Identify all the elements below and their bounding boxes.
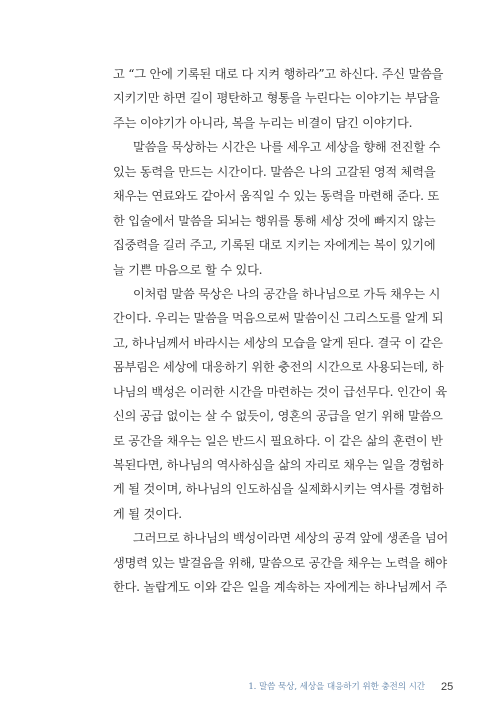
- text-line: 말씀을 묵상하는 시간은 나를 세우고 세상을 향해 전진할 수: [133, 140, 441, 155]
- text-line: 복된다면, 하나님의 역사하심을 삶의 자리로 채우는 일을 경험하: [113, 458, 444, 472]
- text-line: 늘 기쁜 마음으로 할 수 있다.: [113, 262, 263, 277]
- page-number: 25: [441, 681, 454, 693]
- text-line: 한다. 놀랍게도 이와 같은 일을 계속하는 자에게는 하나님께서 주: [113, 580, 447, 595]
- text-line: 주는 이야기가 아니라, 복을 누리는 비결이 담긴 이야기다.: [113, 115, 413, 130]
- running-head: 1. 말씀 묵상, 세상을 대응하기 위한 충전의 시간: [248, 682, 425, 692]
- text-line: 로 공간을 채우는 일은 반드시 필요하다. 이 같은 삶의 훈련이 반: [113, 433, 443, 448]
- text-line: 생명력 있는 발걸음을 위해, 말씀으로 공간을 채우는 노력을 해야: [113, 555, 447, 570]
- text-line: 게 될 것이다.: [113, 506, 182, 521]
- text-line: 집중력을 길러 주고, 기록된 대로 지키는 자에게는 복이 있기에: [113, 238, 436, 253]
- page-footer: [0, 678, 500, 696]
- text-line: 채우는 연료와도 같아서 움직일 수 있는 동력을 마련해 준다. 또: [113, 189, 440, 204]
- text-line: 몸부림은 세상에 대응하기 위한 충전의 시간으로 사용되는데, 하: [113, 360, 444, 375]
- body-text: [113, 62, 449, 600]
- text-line: 있는 동력을 만드는 시간이다. 말씀은 나의 고갈된 영적 체력을: [113, 164, 436, 179]
- text-line: 나님의 백성은 이러한 시간을 마련하는 것이 급선무다. 인간이 육: [113, 384, 447, 399]
- text-line: 지키기만 하면 길이 평탄하고 형통을 누린다는 이야기는 부담을: [113, 91, 440, 106]
- text-line: 간이다. 우리는 말씀을 먹음으로써 말씀이신 그리스도를 알게 되: [113, 311, 444, 326]
- text-line: 게 될 것이며, 하나님의 인도하심을 실제화시키는 역사를 경험하: [113, 482, 444, 497]
- text-line: 한 입술에서 말씀을 되뇌는 행위를 통해 세상 것에 빠지지 않는: [113, 213, 436, 228]
- text-line: 그러므로 하나님의 백성이라면 세상의 공격 앞에 생존을 넘어: [133, 531, 449, 546]
- text-line: 고, 하나님께서 바라시는 세상의 모습을 알게 된다. 결국 이 같은: [113, 335, 443, 350]
- text-line: 신의 공급 없이는 살 수 없듯이, 영혼의 공급을 얻기 위해 말씀으: [113, 409, 443, 424]
- text-line: 이처럼 말씀 묵상은 나의 공간을 하나님으로 가득 채우는 시: [133, 286, 441, 301]
- text-line: 고 “그 안에 기록된 대로 다 지켜 행하라”고 하신다. 주신 말씀을: [113, 67, 444, 81]
